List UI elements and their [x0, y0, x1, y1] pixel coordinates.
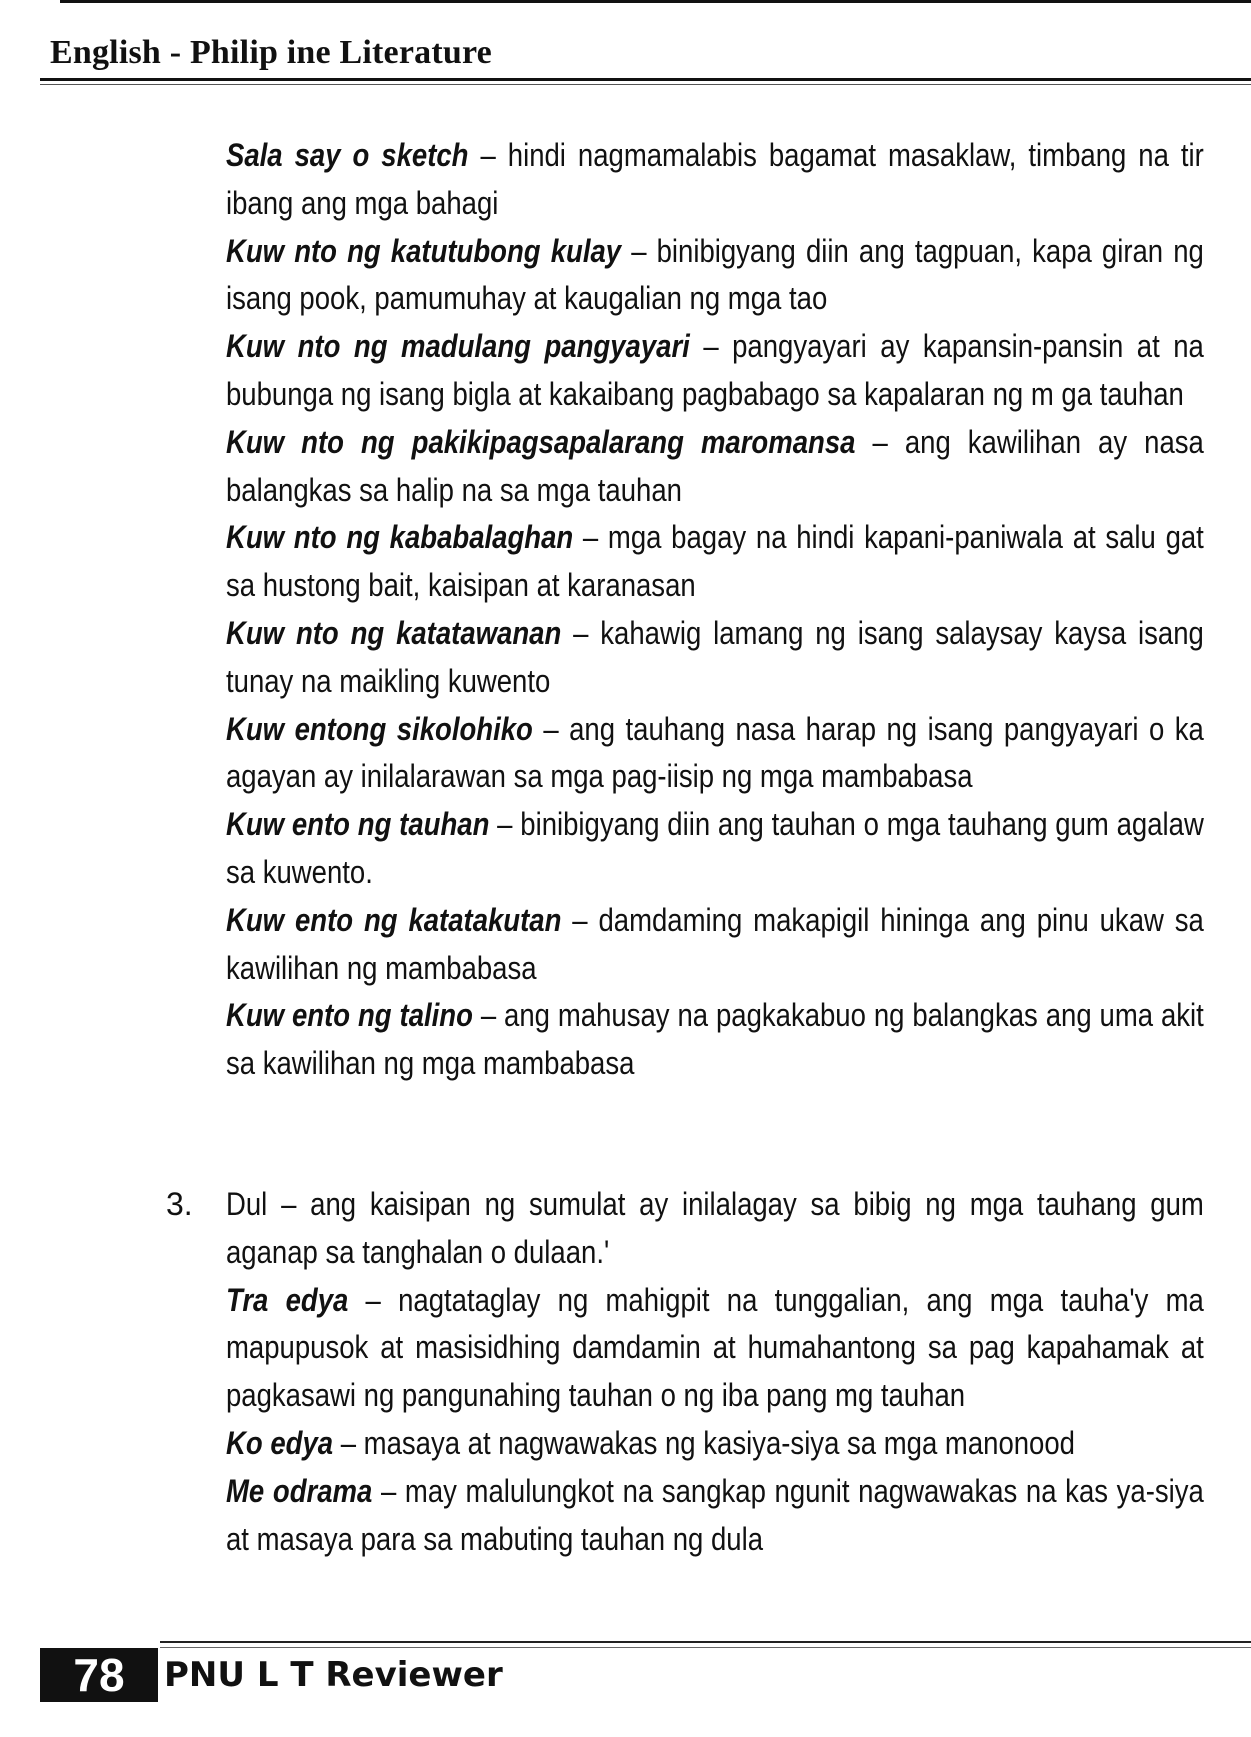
- list-item: [226, 1420, 1204, 1468]
- list-item: [226, 1277, 1204, 1420]
- entry-term: Kuw ento ng tauhan: [226, 806, 490, 843]
- entry-definition: – ang kawilihan ay nasa balangkas sa halip na sa mga tauhan: [226, 423, 1204, 508]
- entry-definition: – hindi nagmamalabis bagamat masaklaw, timbang na tir ibang ang mga bahagi: [226, 137, 1204, 221]
- entry-definition: – ang mahusay na pagkakabuo ng balangkas ang uma akit sa kawilihan ng mga mambabasa: [226, 997, 1204, 1082]
- footer-rule-thin: [160, 1647, 1251, 1648]
- entry-term: Kuw nto ng katatawanan: [226, 614, 562, 651]
- list-item: [226, 514, 1204, 610]
- footer-title: PNU L T Reviewer: [164, 1655, 503, 1695]
- list-item: [226, 706, 1204, 802]
- top-border: [60, 0, 1251, 3]
- list-item: [226, 132, 1204, 228]
- list-item: [226, 992, 1204, 1088]
- header-rule: [40, 78, 1251, 81]
- footer-rule: [160, 1641, 1251, 1643]
- entry-definition: – ang tauhang nasa harap ng isang pangyayari o ka agayan ay inilalarawan sa mga pag-iisip ng mga mambabasa: [226, 710, 1204, 795]
- entry-term: Sala say o sketch: [226, 137, 469, 173]
- entry-term: Kuw nto ng katutubong kulay: [226, 232, 622, 269]
- entry-definition: – binibigyang diin ang tagpuan, kapa giran ng isang pook, pamumuhay at kaugalian ng mga tao: [226, 232, 1204, 317]
- drama-section: [226, 1181, 1204, 1563]
- entry-term: Tra edya: [226, 1281, 349, 1318]
- entry-term: Kuw ento ng katatakutan: [226, 901, 562, 938]
- story-types-list: [226, 132, 1204, 1088]
- page-header-title: English - Philip ine Literature: [50, 34, 492, 71]
- entry-definition: – kahawig lamang ng isang salaysay kaysa isang tunay na maikling kuwento: [226, 614, 1204, 699]
- entry-definition: – may malulungkot na sangkap ngunit nagwawakas na kas ya-siya at masaya para sa mabuting tauhan ng dula: [226, 1472, 1204, 1557]
- header-rule-thin: [40, 84, 1251, 85]
- entry-term: Ko edya: [226, 1424, 334, 1461]
- list-item: [226, 323, 1204, 419]
- entry-definition: – masaya at nagwawakas ng kasiya-siya sa mga manonood: [333, 1424, 1075, 1461]
- entry-definition: – nagtataglay ng mahigpit na tunggalian, ang mga tauha'y ma mapupusok at masisidhing damdamin at humahantong sa pag kapahamak at pagkasawi ng pangunahing tauhan o ng iba pang mg tauhan: [226, 1281, 1204, 1414]
- section-number: 3.: [166, 1186, 193, 1222]
- entry-term: Kuw nto ng pakikipagsapalarang maromansa: [226, 423, 856, 460]
- entry-term: Me odrama: [226, 1472, 373, 1509]
- page-number: 78: [40, 1648, 158, 1702]
- list-item: [226, 419, 1204, 515]
- list-item: [226, 1468, 1204, 1564]
- list-item: [226, 228, 1204, 324]
- list-item: [226, 897, 1204, 993]
- entry-term: Kuw nto ng madulang pangyayari: [226, 328, 690, 365]
- entry-definition: – damdaming makapigil hininga ang pinu ukaw sa kawilihan ng mambabasa: [226, 901, 1204, 986]
- list-item: [226, 801, 1204, 897]
- entry-term: Kuw nto ng kababalaghan: [226, 519, 574, 556]
- entry-definition: – mga bagay na hindi kapani-paniwala at salu gat sa hustong bait, kaisipan at karanasan: [226, 519, 1204, 604]
- entry-definition: – binibigyang diin ang tauhan o mga tauhang gum agalaw sa kuwento.: [226, 806, 1204, 890]
- list-item: [226, 610, 1204, 706]
- entry-term: Kuw ento ng talino: [226, 997, 473, 1034]
- entry-definition: – pangyayari ay kapansin-pansin at na bubunga ng isang bigla at kakaibang pagbabago sa kapalaran ng m ga tauhan: [226, 328, 1204, 412]
- entry-term: Kuw entong sikolohiko: [226, 710, 533, 747]
- section-heading: Dul – ang kaisipan ng sumulat ay inilalagay sa bibig ng mga tauhang gum aganap sa tanghalan o dulaan.': [226, 1186, 1204, 1270]
